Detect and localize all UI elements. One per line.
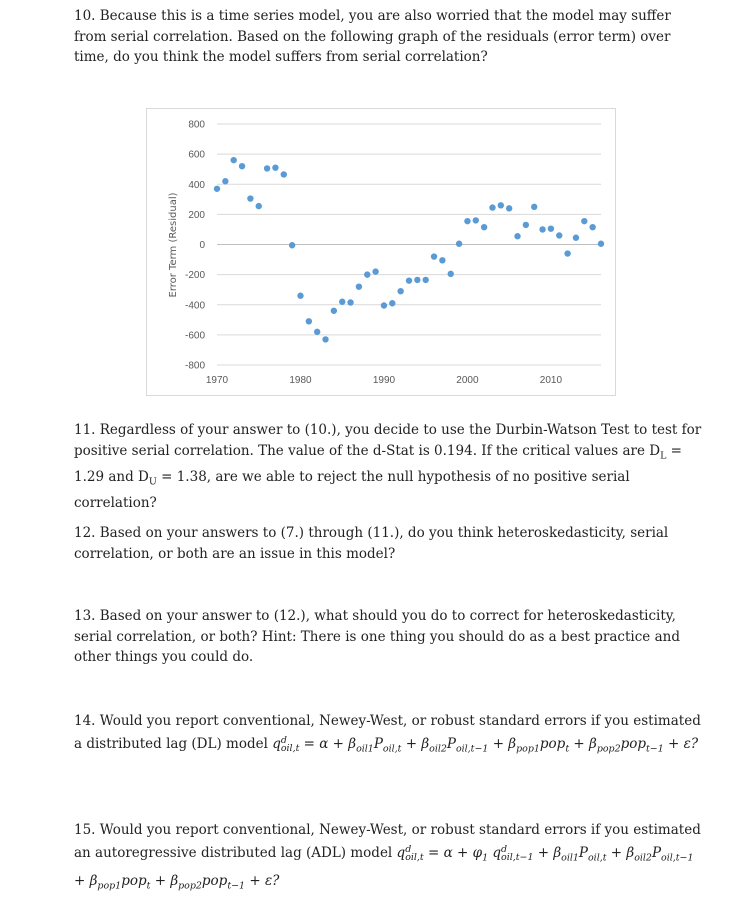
dl-subscript: L (660, 450, 667, 462)
x-tick-label: 2000 (456, 375, 479, 386)
residual-point (306, 318, 312, 324)
question-11 (74, 420, 704, 513)
residual-point (256, 203, 262, 209)
y-tick-label: -400 (184, 300, 205, 312)
x-tick-label: 2010 (539, 375, 563, 386)
residual-point (297, 293, 303, 299)
residual-point (456, 241, 462, 247)
question-14-prompt: 14. Would you report conventional, Newey-West, or robust standard errors if you estimated a distributed lag (DL) model (74, 713, 701, 752)
question-15-equation: q d oil,t = $\alpha + \varphi_1$ q d oil,t−1 + $\beta_{oil1}P_{oil,t} + \beta_{oil2}P_{oil,t-1} + \beta_{pop1}pop_t + \beta_{pop2}pop_{t-1} + \varepsilon$? (74, 843, 694, 892)
residual-point (339, 299, 345, 305)
residual-point (264, 165, 270, 171)
residual-point (389, 300, 395, 306)
residual-point (573, 235, 579, 241)
question-15 (74, 819, 704, 897)
question-15-text (74, 819, 704, 897)
residual-point (589, 224, 595, 230)
question-15-prompt: 15. Would you report conventional, Newey-West, or robust standard errors if you estimated an autoregressive distributed lag (ADL) model (74, 822, 701, 861)
residual-point (397, 288, 403, 294)
residual-point (598, 241, 604, 247)
residual-point (464, 218, 470, 224)
residual-point (556, 232, 562, 238)
residual-point (347, 299, 353, 305)
residual-chart (146, 108, 616, 396)
x-tick-label: 1980 (289, 375, 312, 386)
residual-point (247, 195, 253, 201)
x-tick-label: 1970 (205, 375, 229, 386)
residual-point (564, 250, 570, 256)
residual-point (548, 225, 554, 231)
residual-point (230, 157, 236, 163)
residual-point (473, 217, 479, 223)
residual-point (406, 277, 412, 283)
question-14-equation: q d oil,t = $\alpha + \beta_{oil1}P_{oil,t} + \beta_{oil2}P_{oil,t-1} + \beta_{pop1}pop_t + \beta_{pop2}pop_{t-1} + \varepsilon$? (272, 734, 699, 755)
residual-point (489, 204, 495, 210)
y-tick-label: -200 (184, 270, 205, 282)
y-tick-label: 0 (199, 240, 205, 251)
residual-point (281, 171, 287, 177)
question-11-part1: 11. Regardless of your answer to (10.), you decide to use the Durbin-Watson Test to test for positive serial correlation. The value of the d-Stat is 0.194. If the critical values are D (74, 422, 702, 459)
residual-point (356, 283, 362, 289)
residual-point (331, 308, 337, 314)
residual-point (214, 186, 220, 192)
question-12 (74, 523, 704, 564)
y-tick-label: 400 (188, 179, 205, 191)
y-tick-label: 800 (188, 119, 205, 131)
residual-point (289, 242, 295, 248)
residual-point (222, 178, 228, 184)
residual-point (414, 277, 420, 283)
question-10 (74, 6, 704, 68)
residual-point (314, 329, 320, 335)
question-14-text (74, 710, 704, 761)
question-10-text: 10. Because this is a time series model, you are also worried that the model may suffer from serial correlation. Based on the following graph of the residuals (error term) over time, do you think the model suffers from serial correlation? (74, 8, 671, 65)
residual-chart-svg (147, 109, 617, 397)
residual-point (531, 204, 537, 210)
y-tick-label: 600 (188, 149, 205, 161)
y-tick-label: 200 (188, 209, 205, 221)
residual-point (322, 336, 328, 342)
question-12-text: 12. Based on your answers to (7.) through (11.), do you think heteroskedasticity, serial correlation, or both are an issue in this model? (74, 525, 669, 562)
residual-point (364, 271, 370, 277)
residual-point (439, 257, 445, 263)
residual-point (381, 302, 387, 308)
residual-point (498, 202, 504, 208)
residual-point (272, 164, 278, 170)
question-11-text (74, 420, 704, 513)
residual-point (539, 226, 545, 232)
question-11-part2: = 1.29 and D (74, 442, 682, 485)
residual-point (448, 271, 454, 277)
residual-point (239, 163, 245, 169)
du-subscript: U (148, 476, 157, 488)
residual-point (372, 268, 378, 274)
residual-point (481, 224, 487, 230)
question-14 (74, 710, 704, 761)
question-13-text: 13. Based on your answer to (12.), what should you do to correct for heteroskedasticity, serial correlation, or both? Hint: There is one thing you should do as a best practice and other things you could do. (74, 608, 680, 665)
y-tick-label: -600 (184, 330, 205, 342)
residual-point (514, 233, 520, 239)
residual-point (422, 277, 428, 283)
residual-point (506, 205, 512, 211)
residual-point (581, 218, 587, 224)
residual-point (431, 253, 437, 259)
question-13 (74, 606, 704, 668)
residual-point (523, 222, 529, 228)
x-tick-label: 1990 (372, 375, 396, 386)
question-11-part3: = 1.38, are we able to reject the null hypothesis of no positive serial correlation? (74, 468, 630, 511)
y-axis-label: Error Term (Residual) (168, 192, 179, 298)
y-tick-label: -800 (184, 360, 205, 372)
